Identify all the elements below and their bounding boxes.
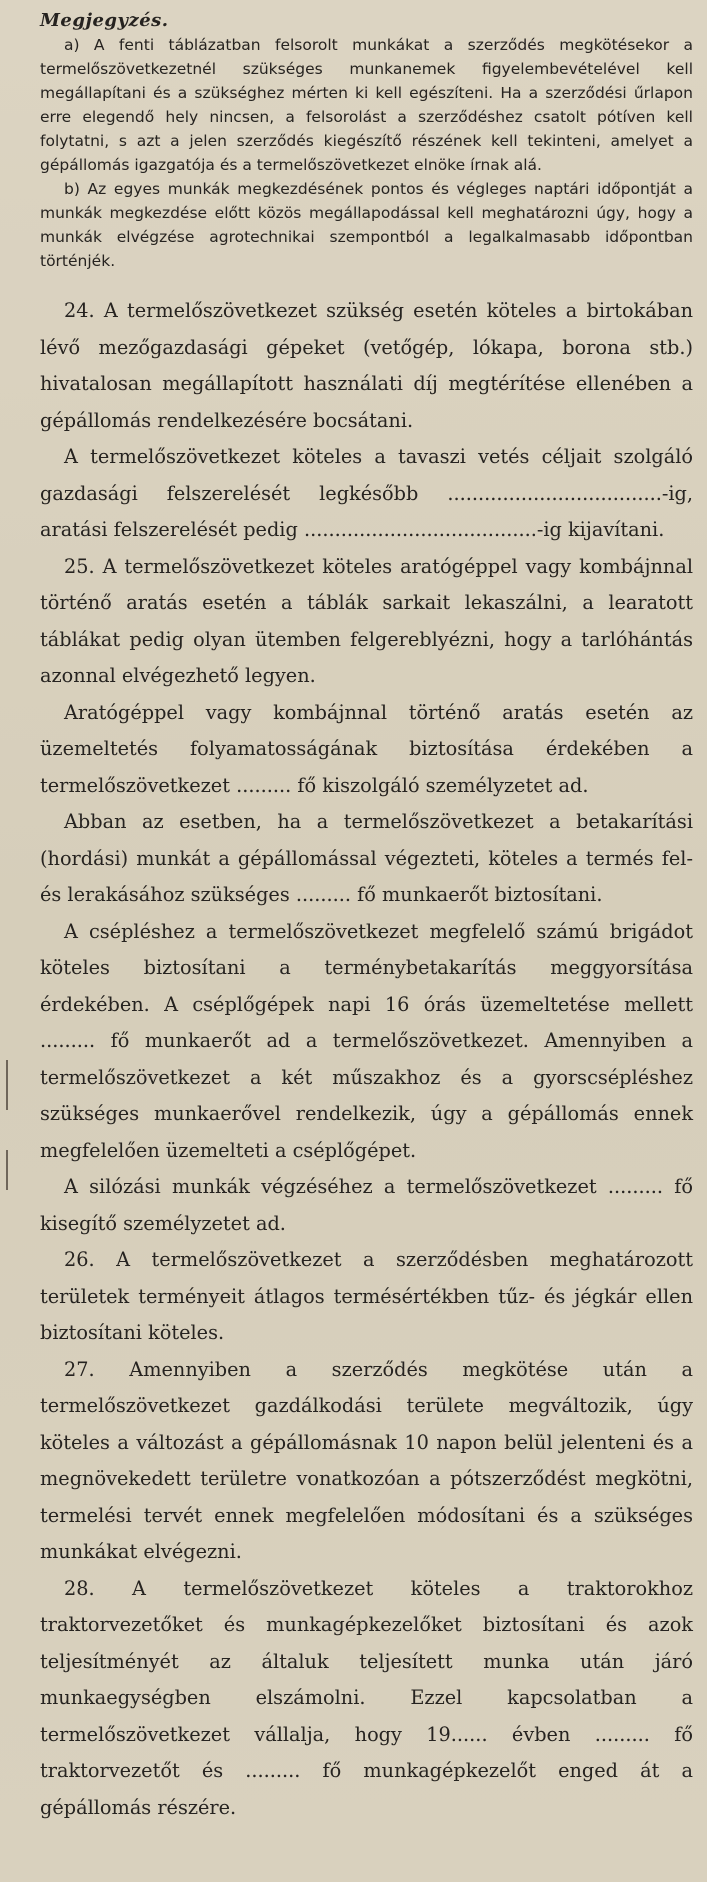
paragraph-24: 24. A termelőszövetkezet szükség esetén köteles a birtokában lévő mezőgazdasági gépeket (vetőgép, lókapa, borona stb.) hivatalosan megállapított használati díj megtérítése ellenében a gépállomás rendelkezésére bocsátani.	[40, 299, 693, 432]
note-a: a) A fenti táblázatban felsorolt munkákat a szerződés megkötésekor a termelőszövetkezetnél szükséges munkanemek figyelembevételével kell megállapítani és a szükséghez mérten ki kell egészíteni. Ha a szerződési űrlapon erre elegendő hely nincsen, a felsorolást a szerződéshez csatolt pótíven kell folytatni, s azt a jelen szerződés kiegészítő részének kell tekinteni, amelyet a gépállomás igazgatója és a termelőszövetkezet elnöke írnak alá.	[40, 36, 693, 174]
note-title: Megjegyzés.	[40, 10, 169, 31]
paragraph-25-harvest-staff: Aratógéppel vagy kombájnnal történő aratás esetén az üzemeltetés folyamatosságának biztosítása érdekében a termelőszövetkezet ......... fő kiszolgáló személyzetet ad.	[40, 700, 693, 797]
note-b: b) Az egyes munkák megkezdésének pontos és végleges naptári időpontját a munkák megkezdése előtt közös megállapodással kell meghatározni úgy, hogy a munkák elvégzése agrotechnikai szempontból a legalkalmasabb időpontban történjék.	[40, 180, 693, 270]
paragraph-26: 26. A termelőszövetkezet a szerződésben meghatározott területek terményeit átlagos termésértékben tűz- és jégkár ellen biztosítani köteles.	[40, 1248, 693, 1344]
margin-mark	[6, 1150, 8, 1190]
paragraph-24-repair: A termelőszövetkezet köteles a tavaszi vetés céljait szolgáló gazdasági felszerelését legkésőbb ...................................-ig, aratási felszerelését pedig ......................................-ig kijavítani.	[40, 445, 693, 541]
paragraph-25-silage: A silózási munkák végzéséhez a termelőszövetkezet ......... fő kisegítő személyzetet ad.	[40, 1175, 693, 1235]
paragraph-27: 27. Amennyiben a szerződés megkötése után a termelőszövetkezet gazdálkodási területe megváltozik, úgy köteles a változást a gépállomásnak 10 napon belül jelenteni és a megnövekedett területre vonatkozóan a pótszerződést megkötni, termelési tervét ennek megfelelően módosítani és a szükséges munkákat elvégezni.	[40, 1357, 693, 1563]
paragraph-25-hauling: Abban az esetben, ha a termelőszövetkezet a betakarítási (hordási) munkát a gépállomással végezteti, köteles a termés fel- és lerakásához szükséges ......... fő munkaerőt biztosítani.	[40, 810, 693, 906]
section-gap	[40, 273, 693, 293]
paragraph-28: 28. A termelőszövetkezet köteles a traktorokhoz traktorvezetőket és munkagépkezelőket biztosítani és azok teljesítményét az általuk teljesített munka után járó munkaegységben elszámolni. Ezzel kapcsolatban a termelőszövetkezet vállalja, hogy 19...... évben ......... fő traktorvezetőt és ......... fő munkagépkezelőt enged át a gépállomás részére.	[40, 1576, 693, 1819]
paragraph-25-threshing: A csépléshez a termelőszövetkezet megfelelő számú brigádot köteles biztosítani a terménybetakarítás meggyorsítása érdekében. A cséplőgépek napi 16 órás üzemeltetése mellett ......... fő munkaerőt ad a termelőszövetkezet. Amennyiben a termelőszövetkezet a két műszakhoz és a gyorscsépléshez szükséges munkaerővel rendelkezik, úgy a gépállomás ennek megfelelően üzemelteti a cséplőgépet.	[40, 919, 693, 1162]
margin-mark	[6, 1060, 8, 1110]
paragraph-25: 25. A termelőszövetkezet köteles aratógéppel vagy kombájnnal történő aratás esetén a táblák sarkait lekaszálni, a learatott táblákat pedig olyan ütemben felgereblyézni, hogy a tarlóhántás azonnal elvégezhető legyen.	[40, 554, 693, 687]
